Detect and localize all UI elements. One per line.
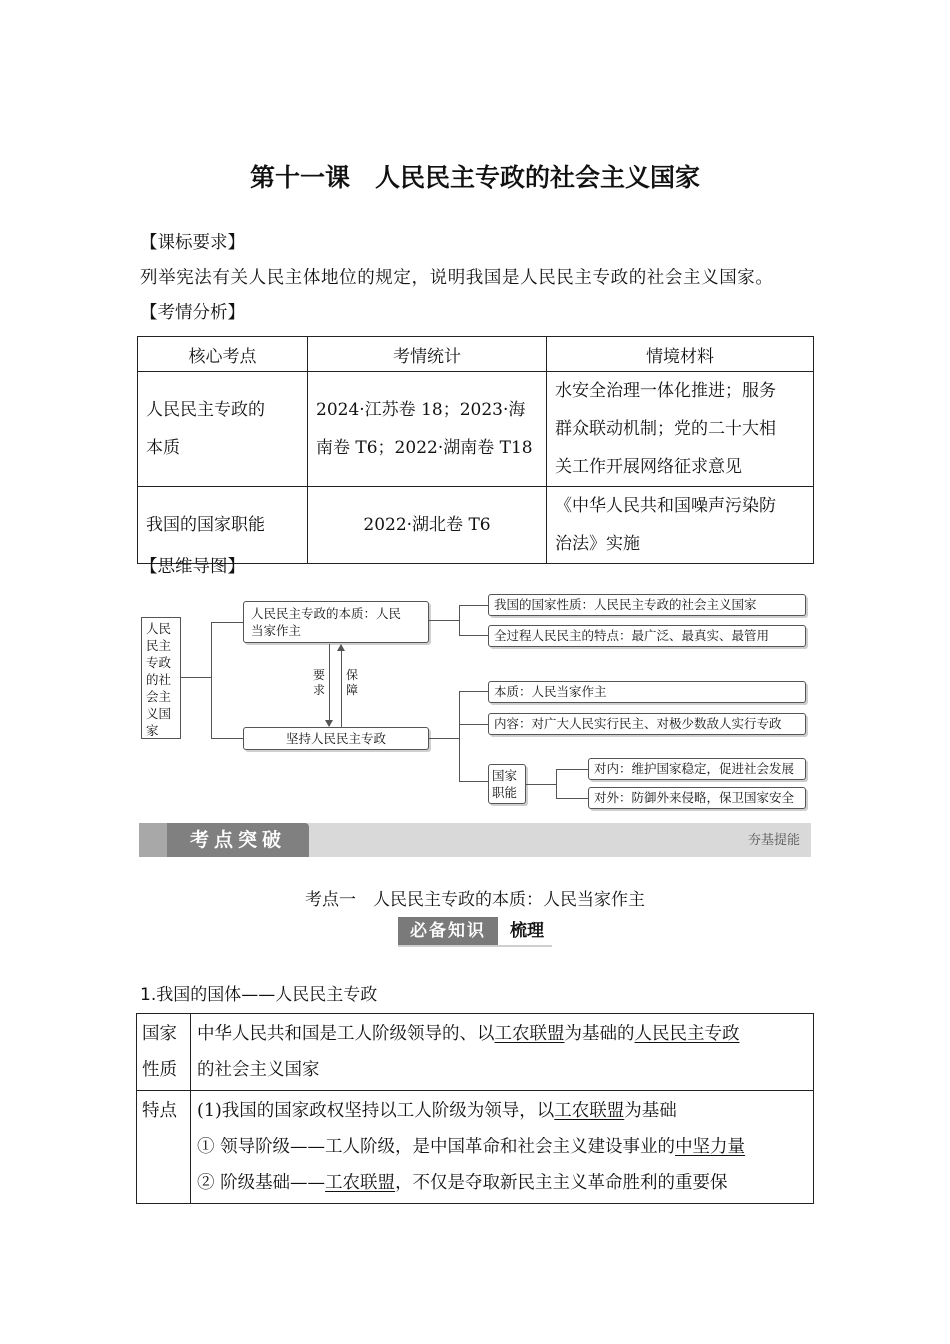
mindmap-content: 内容：对广大人民实行民主、对极少数敌人实行专政 [488,713,806,735]
root-line: 会主 [146,689,172,704]
mindmap-functions [488,764,526,804]
mindmap-internal: 对内：维护国家稳定，促进社会发展 [588,758,806,780]
root-line: 家 [146,723,159,738]
feature-line [197,1093,807,1129]
mindmap-heading: 【思维导图】 [140,557,245,577]
row-value [191,1091,814,1204]
mindmap-nature: 我国的国家性质：人民民主专政的社会主义国家 [488,594,806,616]
mindmap-features: 全过程人民民主的特点：最广泛、最真实、最管用 [488,625,806,647]
table-cell: 我国的国家职能 [138,487,308,564]
column-header: 考情统计 [308,337,547,372]
table-cell [308,372,547,487]
section-band-right-label: 夯基提能 [747,833,800,848]
text-span: ，不仅是夺取新民主主义革命胜利的重要保 [395,1173,728,1193]
key-line: 性质 [142,1060,177,1080]
label-char: 障 [345,683,358,697]
badge-dark: 必备知识 [398,917,498,945]
table-cell [547,487,814,564]
text-span: ① 领导阶级——工人阶级，是中国革命和社会主义建设事业的 [197,1137,676,1157]
functions-line: 国家 [492,768,518,783]
mindmap-essence [243,601,429,643]
underlined-term: 工农联盟 [494,1024,565,1044]
table-row [138,372,814,487]
feature-line [197,1165,807,1201]
essence-line: 当家作主 [251,623,302,638]
text-span: 为基础 [624,1101,677,1121]
page-title: 第十一课 人民民主专政的社会主义国家 [249,163,700,192]
mindmap-persist: 坚持人民民主专政 [243,727,429,750]
table-cell [138,372,308,487]
section-tab: 考点突破 [167,823,309,857]
badge-underline [398,945,552,947]
mindmap-root [141,617,181,739]
text-span: 为基础的 [564,1024,635,1044]
underlined-term: 工农联盟 [325,1173,396,1193]
section-band-left [139,823,167,857]
cell-line: 《中华人民共和国噪声污染防 [555,496,776,516]
functions-line: 职能 [492,785,518,800]
text-span: 中华人民共和国是工人阶级领导的、以 [197,1024,495,1044]
cell-line: 关工作开展网络征求意见 [555,457,742,477]
key-line: 国家 [142,1024,177,1044]
text-span: ② 阶级基础—— [197,1173,326,1193]
text-span: (1)我国的国家政权坚持以工人阶级为领导，以 [197,1101,555,1121]
topic-title: 考点一 人民民主专政的本质：人民当家作主 [305,890,645,910]
cell-line: 群众联动机制；党的二十大相 [555,419,776,439]
column-header: 情境材料 [547,337,814,372]
cell-line: 本质 [146,438,180,458]
row-value [191,1014,814,1091]
analysis-table [137,336,814,564]
row-key [137,1014,191,1091]
root-line: 的社 [146,672,172,687]
cell-line: 南卷 T6；2022·湖南卷 T18 [316,438,533,458]
column-header: 核心考点 [138,337,308,372]
table-row [137,1091,814,1204]
underlined-term: 工农联盟 [554,1101,625,1121]
analysis-heading: 【考情分析】 [140,303,245,323]
knowledge-table [136,1013,814,1204]
requirement-heading: 【课标要求】 [140,233,245,253]
table-row [137,1014,814,1091]
arrow-up-icon [337,644,345,651]
requirement-text: 列举宪法有关人民主体地位的规定，说明我国是人民民主专政的社会主义国家。 [140,268,774,288]
require-label [312,668,326,698]
table-cell: 2022·湖北卷 T6 [308,487,547,564]
underlined-term: 中坚力量 [675,1137,746,1157]
guarantee-label [345,668,359,698]
underlined-term: 人民民主专政 [634,1024,740,1044]
cell-line: 人民民主专政的 [146,400,265,420]
label-char: 保 [345,668,358,682]
table-cell [547,372,814,487]
cell-line: 治法》实施 [555,534,640,554]
text-span: 的社会主义国家 [197,1060,320,1080]
arrow-down-icon [325,720,333,727]
label-char: 求 [312,683,325,697]
feature-line [197,1129,807,1165]
heading-1: 1.我国的国体——人民民主专政 [140,985,378,1005]
mindmap-external: 对外：防御外来侵略，保卫国家安全 [588,787,806,809]
essence-line: 人民民主专政的本质：人民 [251,606,402,621]
cell-line: 2024·江苏卷 18；2023·海 [316,400,526,420]
root-line: 民主 [146,638,172,653]
table-row [138,487,814,564]
label-char: 要 [312,668,325,682]
row-key: 特点 [137,1091,191,1204]
root-line: 人民 [146,621,172,636]
root-line: 义国 [146,706,172,721]
cell-line: 水安全治理一体化推进；服务 [555,381,776,401]
mindmap-substance: 本质：人民当家作主 [488,681,806,703]
table-header-row [138,337,814,372]
root-line: 专政 [146,655,172,670]
badge-light: 梳理 [510,921,544,941]
